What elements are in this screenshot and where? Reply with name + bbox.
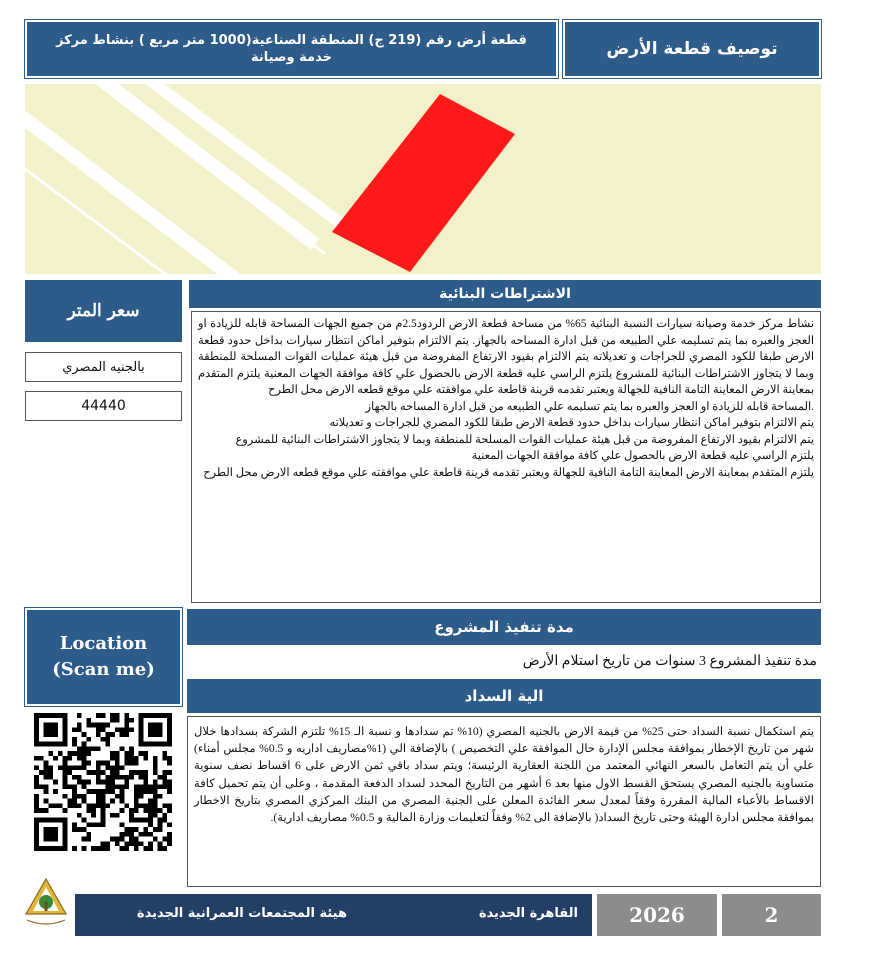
conditions-header — [189, 280, 821, 308]
duration-title: مدة تنفيذ المشروع — [434, 618, 574, 636]
page-number: 2 — [764, 903, 779, 927]
duration-header — [187, 609, 821, 645]
site-map-graphic — [25, 84, 821, 274]
currency-box — [25, 352, 182, 382]
qr-finder-pattern — [44, 723, 58, 737]
price-value: 44440 — [81, 398, 126, 414]
footer-city: القاهرة الجديدة — [478, 906, 578, 921]
payment-header — [187, 679, 821, 713]
conditions-paragraph: يلتزم المتقدم بمعاينة الارض المعاينة التامة النافية للجهالة ويعتبر تقدمه قرينة قاطعة علي موافقته علي موقع قطعه الارض محل الطرح — [203, 466, 814, 479]
payment-text-box — [187, 716, 821, 887]
qr-code-graphic — [34, 713, 172, 851]
location-title-box — [25, 608, 182, 706]
payment-title: الية السداد — [464, 687, 544, 705]
section-title — [563, 20, 821, 78]
conditions-paragraph: يلتزم الراسي عليه قطعة الارض بالحصول علي كافة موافقة الجهات المعنية — [471, 450, 814, 462]
location-title: Location — [59, 633, 148, 654]
conditions-title: الاشتراطات البنائية — [439, 286, 571, 302]
footer-authority: هيئة المجتمعات العمرانية الجديدة — [136, 906, 347, 921]
duration-text-box — [187, 648, 821, 676]
payment-text: يتم استكمال نسبة السداد حتى 25% من قيمة الارض بالجنيه المصري (10% تم سدادها و نسبة الـ 15% تلتزم الشركة بسدادها خلال شهر من تاريخ الإخطار بموافقة مجلس الإدارة حال الموافقة علي التخصيص ) بالإضافة الي (1%مصاريف اداريه و 0.5% مجلس أمناء) علي أن يتم التعامل بالسعر النهائي المعتمد من اللجنة العقارية الرئيسة؛ ويتم سداد باقي ثمن الارض على 6 اقساط نصف سنوية متساوية بالجنيه المصري يستحق القسط الاول منها بعد 6 أشهر من التاريخ المحدد لسداد الدفعة المقدمة ، وعلى أن يتم تحميل كافة الاقساط بالأعباء المالية المقررة وفقاً لمعدل سعر الفائدة المعلن على الجنية المصري من البنك المركزي المصري بتاريخ الاخطار بموافقة مجلس ادارة الهيئة وحتى تاريخ السداد( بالإضافة الى 2% وفقاً لتعليمات وزارة المالية و 0.5% مصاريف ادارية). — [194, 725, 815, 825]
conditions-text-box — [191, 311, 821, 603]
footer-year-box — [597, 894, 717, 936]
footer-year: 2026 — [629, 903, 685, 927]
footer-bar — [75, 894, 592, 936]
authority-logo — [22, 876, 70, 932]
qr-finder-pattern — [148, 723, 162, 737]
conditions-paragraph: يتم الالتزام بتوفير اماكن انتظار سيارات بداخل حدود قطعة الارض طبقا للكود المصري للجراجات و تعديلاته — [329, 417, 814, 429]
plot-description: قطعة أرض رقم (219 ج) المنطقة الصناعية(1000 متر مربع ) بنشاط مركز خدمة وصيانة — [56, 33, 527, 65]
conditions-paragraph: .المساحة قابله للزيادة او العجز والعبره بما يتم تسليمه علي الطبيعه من قبل ادارة المساحه بالجهاز — [365, 400, 814, 413]
location-subtitle: (Scan me) — [52, 659, 155, 680]
location-qr-code[interactable] — [34, 713, 172, 851]
conditions-paragraph: نشاط مركز خدمة وصيانة سيارات النسبة البنائية 65% من مساحة قطعة الارض الردود2.5م من جميع الجهات المساحة قابله للزيادة او العجز والعبره بما يتم تسليمه علي الطبيعه من قبل ادارة المساحه بالجهاز. يتم الالتزام بتوفير اماكن انتظار سيارات بداخل حدود قطعة الارض طبقا للكود المصري للجراجات و تعديلاته يتم الالتزام بقيود الارتفاع المفروضة من قبل هيئة عمليات القوات المسلحة للمنطقة وبما لا يتجاوز الاشتراطات البنائية للمشروع يلتزم الراسي عليه قطعة الارض بالحصول علي كافة موافقة الجهات المعنية يلتزم المتقدم بمعاينة الارض المعاينة التامة النافية للجهالة ويعتبر تقدمه قرينة قاطعة علي موافقته علي موقع قطعه الارض محل الطرح — [198, 318, 814, 396]
conditions-paragraph: يتم الالتزام بقيود الارتفاع المفروضة من قبل هيئة عمليات القوات المسلحة للمنطقة وبما لا يتجاوز الاشتراطات البنائية للمشروع — [235, 433, 814, 446]
currency-label: بالجنيه المصري — [62, 359, 145, 375]
duration-text: مدة تنفيذ المشروع 3 سنوات من تاريخ استلام الأرض — [522, 654, 817, 669]
authority-logo-graphic — [22, 876, 70, 932]
site-map — [25, 84, 821, 274]
section-title-text: توصيف قطعة الأرض — [606, 39, 778, 59]
price-title: سعر المتر — [67, 301, 140, 321]
plot-description-banner — [25, 20, 558, 78]
price-title-box — [25, 280, 182, 342]
qr-finder-pattern — [44, 827, 58, 841]
price-value-box — [25, 391, 182, 421]
footer-page-box — [722, 894, 821, 936]
